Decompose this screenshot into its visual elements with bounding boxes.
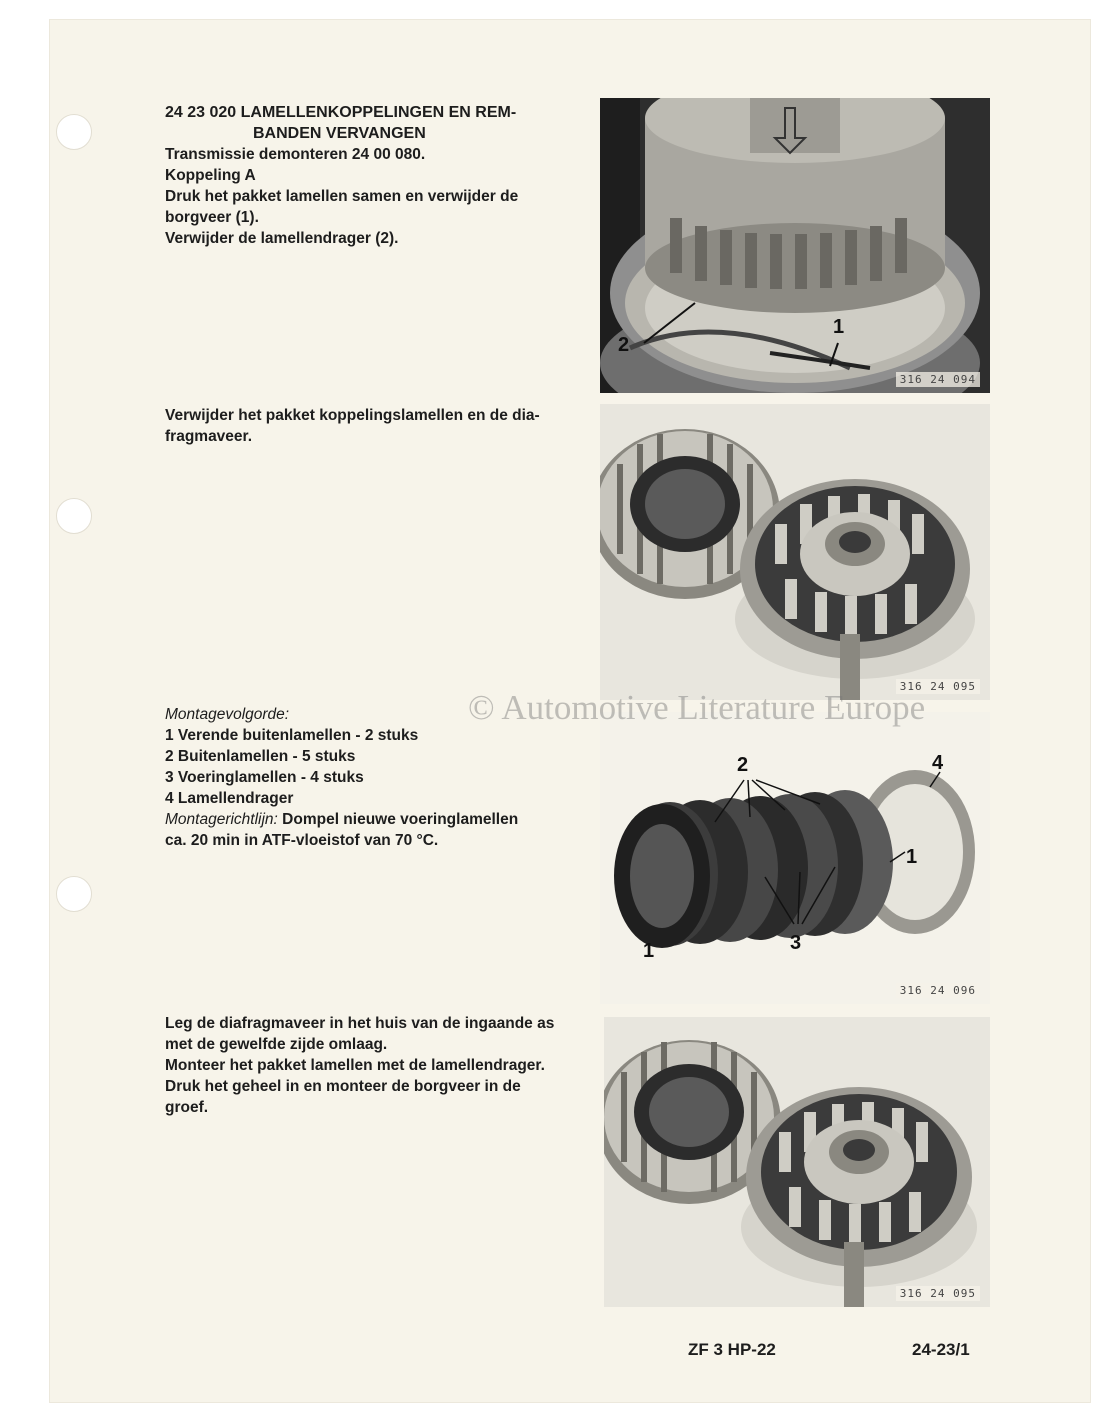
instruction-line: Verwijder de lamellendrager (2). <box>165 230 399 247</box>
callout-1: 1 <box>833 316 845 338</box>
photo-press-clutch <box>600 98 990 393</box>
assembly-item: 4 Lamellendrager <box>165 790 294 807</box>
assembly-note-line2: ca. 20 min in ATF-vloeistof van 70 °C. <box>165 832 439 849</box>
photo-code: 316 24 095 <box>896 1286 980 1301</box>
section4-text <box>165 1013 554 1118</box>
section-heading-line1: 24 23 020 LAMELLENKOPPELINGEN EN REM- <box>165 104 517 121</box>
instruction-line: Leg de diafragmaveer in het huis van de ingaande as <box>165 1015 555 1032</box>
note-text: Dompel nieuwe voeringlamellen <box>277 811 519 828</box>
assembly-item: 1 Verende buitenlamellen - 2 stuks <box>165 727 419 744</box>
callout-1: 1 <box>643 940 655 962</box>
section3-text <box>165 704 518 851</box>
callout-1: 1 <box>906 846 918 868</box>
section2-text <box>165 405 540 447</box>
section1-text <box>165 102 518 249</box>
assembly-order-title: Montagevolgorde: <box>165 706 290 723</box>
instruction-line: groef. <box>165 1099 209 1116</box>
callout-2: 2 <box>618 334 630 356</box>
instruction-line: met de gewelfde zijde omlaag. <box>165 1036 388 1053</box>
copyright-watermark: © Automotive Literature Europe <box>468 688 926 727</box>
instruction-line: Koppeling A <box>165 167 256 184</box>
footer-model: ZF 3 HP-22 <box>688 1340 776 1359</box>
photo-code: 316 24 094 <box>896 372 980 387</box>
callout-4: 4 <box>932 752 944 774</box>
photo-clutch-pack <box>600 404 990 700</box>
instruction-line: borgveer (1). <box>165 209 259 226</box>
footer-page-number: 24-23/1 <box>912 1340 970 1359</box>
callout-3: 3 <box>790 932 802 954</box>
assembly-note-line1 <box>165 809 518 830</box>
assembly-item: 2 Buitenlamellen - 5 stuks <box>165 748 356 765</box>
assembly-item: 3 Voeringlamellen - 4 stuks <box>165 769 364 786</box>
instruction-line: Druk het geheel in en monteer de borgveer in de <box>165 1078 521 1095</box>
instruction-line: Monteer het pakket lamellen met de lamellendrager. <box>165 1057 545 1074</box>
photo-clutch-pack-assembly <box>604 1017 990 1307</box>
callout-2: 2 <box>737 754 749 776</box>
photo-exploded-lamellae <box>600 712 990 1004</box>
section-heading-line2: BANDEN VERVANGEN <box>253 125 426 142</box>
instruction-line: Transmissie demonteren 24 00 080. <box>165 146 426 163</box>
instruction-line: Verwijder het pakket koppelingslamellen en de dia- <box>165 407 540 424</box>
punch-hole-bottom <box>56 876 92 912</box>
note-label: Montagerichtlijn: <box>165 811 278 828</box>
instruction-line: Druk het pakket lamellen samen en verwijder de <box>165 188 519 205</box>
instruction-line: fragmaveer. <box>165 428 253 445</box>
punch-hole-middle <box>56 498 92 534</box>
punch-hole-top <box>56 114 92 150</box>
photo-code: 316 24 096 <box>896 983 980 998</box>
photo-code: 316 24 095 <box>896 679 980 694</box>
